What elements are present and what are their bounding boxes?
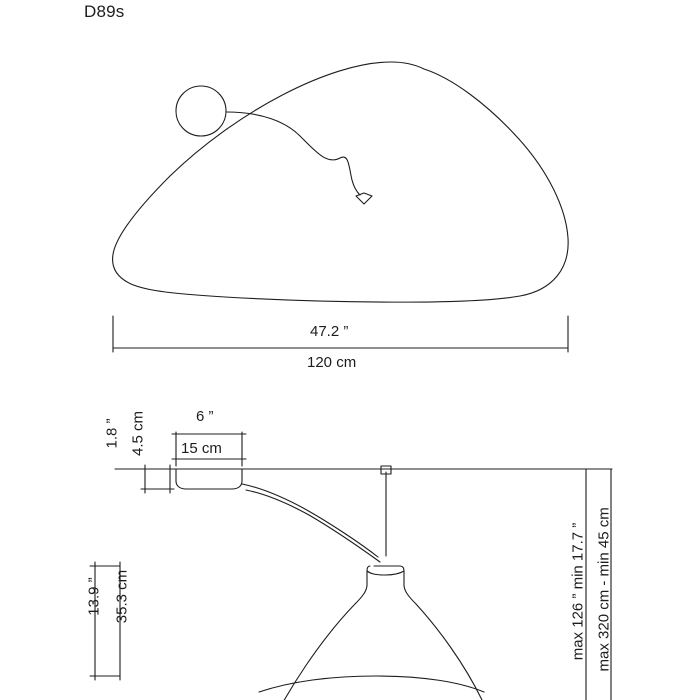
top-view-plug — [356, 193, 372, 204]
drop-range-inches-label: max 126 ” min 17.7 ” — [569, 522, 587, 661]
top-view-cable — [226, 112, 360, 195]
drop-range-cm-label: max 320 cm - min 45 cm — [595, 507, 613, 672]
side-view-suspension-rod — [381, 466, 391, 556]
canopy-height-inches-label: 1.8 ” — [103, 418, 121, 449]
side-view-cable — [242, 484, 380, 562]
top-view-canopy-circle — [176, 86, 226, 136]
overall-width-cm-label: 120 cm — [307, 354, 357, 371]
shade-height-cm-label: 35.3 cm — [113, 569, 131, 624]
canopy-height-dimension — [141, 465, 174, 493]
canopy-diameter-cm-label: 15 cm — [181, 440, 222, 457]
overall-width-inches-label: 47.2 ” — [310, 323, 349, 340]
shade-height-inches-label: 13.9 ” — [85, 577, 103, 616]
side-view-canopy — [176, 469, 242, 489]
side-view-shade-profile — [259, 566, 484, 700]
canopy-diameter-inches-label: 6 ” — [196, 408, 214, 425]
canopy-height-cm-label: 4.5 cm — [129, 411, 147, 457]
top-view-shade-outline — [113, 62, 569, 302]
shade-height-dimension — [90, 562, 365, 680]
page-title: D89s — [84, 2, 125, 21]
